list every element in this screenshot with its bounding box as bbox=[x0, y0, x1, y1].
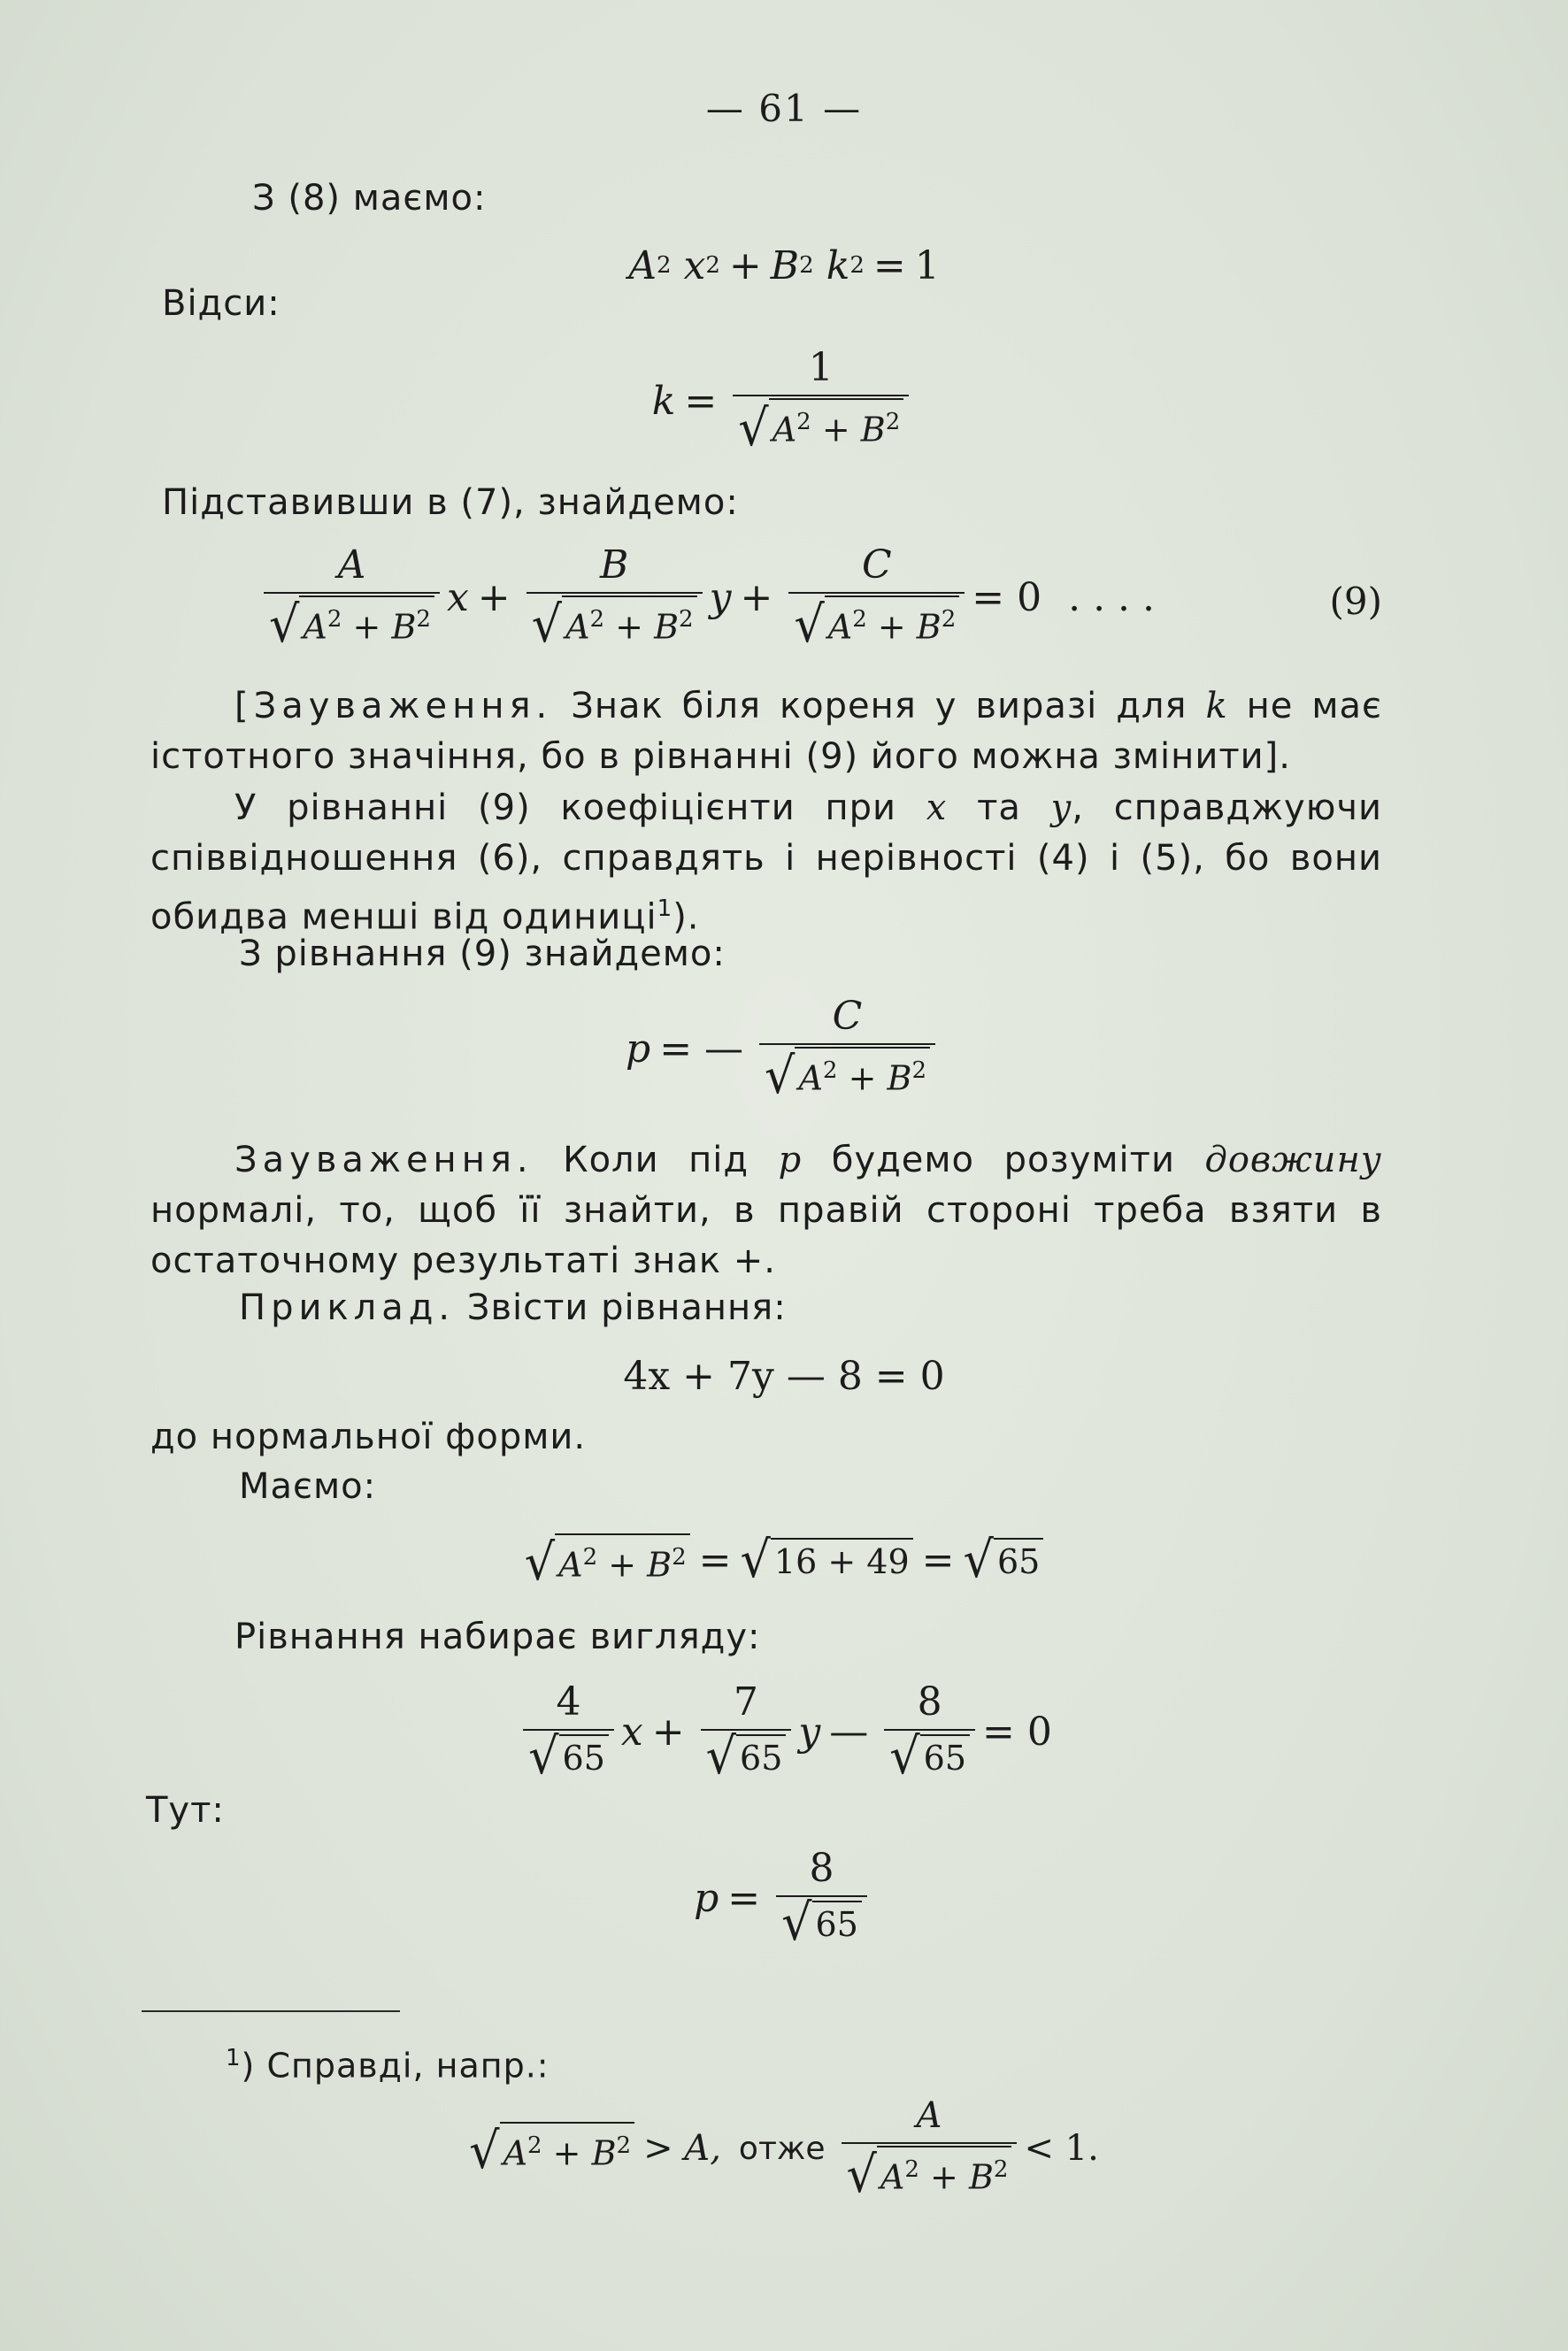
eq4-den-exp2: 2 bbox=[911, 1056, 926, 1084]
eq6-plus: + bbox=[608, 1545, 637, 1585]
eq2-den-exp1: 2 bbox=[796, 409, 811, 436]
sqrt-sign: √ $A^2 + B^2$ bbox=[738, 398, 903, 452]
fn-less-than-one: < 1. bbox=[1024, 2128, 1099, 2169]
eq6-b: B bbox=[647, 1545, 673, 1585]
eq4-equals-minus: = — bbox=[659, 1026, 744, 1072]
sqrt-sign: √ 65 bbox=[889, 1733, 970, 1780]
p4-text-4: ). bbox=[673, 896, 700, 938]
eq2-den-a: A bbox=[772, 410, 797, 449]
sqrt-sign: √ 65 bbox=[964, 1536, 1044, 1584]
eq7-x: x bbox=[620, 1709, 643, 1755]
eq8-denominator: 65 bbox=[812, 1901, 862, 1947]
eq3-d3-exp2: 2 bbox=[941, 605, 957, 633]
note2-text-1: Коли під bbox=[533, 1140, 779, 1180]
fn-a: A bbox=[503, 2133, 528, 2173]
fn-plus: + bbox=[552, 2133, 581, 2173]
eq3-d3-exp1: 2 bbox=[852, 605, 867, 633]
equation-p-result bbox=[0, 1839, 1568, 1958]
eq7-frac-3 bbox=[884, 1679, 975, 1785]
eq2-den-plus: + bbox=[821, 410, 850, 449]
eq3-num-a: A bbox=[337, 542, 366, 588]
eq4-den-a: A bbox=[798, 1058, 823, 1098]
equation-sqrt-65 bbox=[0, 1529, 1568, 1591]
eq3-d3-plus: + bbox=[877, 607, 906, 647]
example-line bbox=[239, 1283, 787, 1333]
eq3-y: y bbox=[709, 575, 732, 620]
eq7-den-2: 65 bbox=[736, 1734, 786, 1780]
eq1-equals: = bbox=[872, 242, 906, 288]
eq8-equals: = bbox=[727, 1876, 761, 1921]
note2-emphasis: довжину bbox=[1204, 1140, 1382, 1180]
eq3-plus-1: + bbox=[477, 575, 511, 620]
eq1-b: B bbox=[770, 242, 800, 288]
note-paragraph-2 bbox=[150, 1135, 1382, 1287]
eq2-den-b: B bbox=[860, 410, 886, 449]
fn-den-exp2: 2 bbox=[993, 2155, 1009, 2183]
p4-text-1: У рівнанні (9) коефіцієнти при bbox=[234, 788, 926, 828]
equation-example: 4x + 7y — 8 = 0 bbox=[623, 1353, 945, 1399]
eq4-den-b: B bbox=[887, 1058, 912, 1098]
eq7-frac-1 bbox=[523, 1679, 614, 1785]
eq3-plus-2: + bbox=[740, 575, 773, 620]
note2-text-3: нормалі, то, щоб її знайти, в правій стороні треба взяти в остаточному результаті знак +. bbox=[150, 1190, 1382, 1281]
sqrt-sign: √ $A^2 + B^2$ bbox=[532, 595, 697, 649]
sqrt-sign: √ $A^2 + B^2$ bbox=[525, 1533, 690, 1587]
eq3-d2-plus: + bbox=[615, 607, 643, 647]
eq7-equals-zero: = 0 bbox=[982, 1709, 1052, 1755]
eq6-inner-1: 16 + 49 bbox=[771, 1538, 913, 1584]
sqrt-sign: √ $A^2 + B^2$ bbox=[765, 1047, 930, 1101]
fn-den-a: A bbox=[880, 2157, 905, 2197]
eq8-p: p bbox=[694, 1876, 719, 1921]
eq2-k: k bbox=[651, 378, 676, 424]
eq6-a: A bbox=[558, 1545, 583, 1585]
eq1-one: 1 bbox=[914, 242, 940, 288]
footnote-text bbox=[226, 2033, 550, 2092]
eq4-den-plus: + bbox=[848, 1058, 877, 1098]
note-paragraph-1 bbox=[150, 681, 1382, 782]
eq2-equals: = bbox=[684, 378, 718, 424]
eq3-d1-exp1: 2 bbox=[327, 605, 342, 633]
footnote-ref: 1 bbox=[657, 895, 673, 922]
paragraph-coefficients bbox=[150, 783, 1382, 942]
eq3-x: x bbox=[446, 575, 469, 620]
p4-var-x: x bbox=[926, 788, 948, 828]
eq1-exp1: 2 bbox=[657, 252, 672, 279]
sqrt-sign: √ $A^2 + B^2$ bbox=[469, 2122, 634, 2176]
eq3-d1-a: A bbox=[303, 607, 327, 647]
eq7-plus: + bbox=[651, 1709, 685, 1755]
eq3-d1-exp2: 2 bbox=[416, 605, 431, 633]
equation-2 bbox=[0, 343, 1568, 458]
note2-var-p: p bbox=[778, 1140, 803, 1180]
eq3-frac-c bbox=[788, 542, 965, 654]
fn-den-exp1: 2 bbox=[904, 2155, 919, 2183]
eq7-den-1: 65 bbox=[559, 1734, 609, 1780]
p4-var-y: y bbox=[1050, 788, 1072, 828]
eq3-frac-b bbox=[527, 542, 703, 654]
eq7-y: y bbox=[798, 1709, 821, 1755]
example-text: Звісти рівнання: bbox=[455, 1287, 787, 1328]
text-line-vidsy: Відси: bbox=[162, 283, 281, 324]
eq2-den-exp2: 2 bbox=[885, 409, 901, 436]
eq6-equals-1: = bbox=[698, 1537, 732, 1583]
eq1-exp2: 2 bbox=[705, 252, 720, 279]
equation-number-9: (9) bbox=[1329, 580, 1382, 623]
fn-exp2: 2 bbox=[616, 2132, 632, 2159]
sqrt-sign: √ $A^2 + B^2$ bbox=[794, 595, 959, 649]
eq3-d1-b: B bbox=[391, 607, 417, 647]
eq3-d2-a: A bbox=[565, 607, 590, 647]
fn-frac-num: A bbox=[916, 2094, 942, 2136]
text-line-pidstavyvshy: Підставивши в (7), знайдемо: bbox=[162, 482, 739, 523]
sqrt-sign: √ 16 + 49 bbox=[741, 1536, 913, 1584]
text-line-z8: З (8) маємо: bbox=[252, 178, 487, 219]
sqrt-sign: √ 65 bbox=[706, 1733, 787, 1780]
eq3-equals-zero: = 0 bbox=[972, 575, 1042, 620]
eq3-dots: . . . . bbox=[1068, 575, 1156, 620]
eq8-numerator: 8 bbox=[809, 1846, 834, 1891]
eq3-num-c: C bbox=[861, 542, 892, 588]
fn-b: B bbox=[591, 2133, 617, 2173]
sqrt-sign: √ 65 bbox=[781, 1899, 862, 1947]
sqrt-sign: √ $A^2 + B^2$ bbox=[847, 2146, 1012, 2200]
eq3-d1-plus: + bbox=[352, 607, 381, 647]
eq8-fraction bbox=[776, 1846, 867, 1951]
p4-text-2: та bbox=[947, 788, 1051, 828]
eq6-exp2: 2 bbox=[672, 1543, 687, 1571]
text-line-normal-form: до нормальної форми. bbox=[150, 1417, 587, 1457]
fn-greater-than: > A, bbox=[643, 2128, 721, 2169]
text-line-mayemo: Маємо: bbox=[239, 1466, 377, 1507]
eq3-d2-exp1: 2 bbox=[589, 605, 605, 633]
eq6-inner-2: 65 bbox=[994, 1538, 1043, 1584]
note1-var-k: k bbox=[1205, 686, 1228, 726]
text-line-vyhliad: Рівнання набирає вигляду: bbox=[234, 1617, 761, 1657]
fn-otzhe: отже bbox=[738, 2130, 826, 2167]
eq4-numerator: C bbox=[832, 993, 863, 1039]
equation-normal-example bbox=[0, 1672, 1568, 1792]
eq3-d3-a: A bbox=[827, 607, 853, 647]
footnote-inequality bbox=[0, 2094, 1568, 2204]
note1-text-b: не має істотного значіння, бо в рівнанні (9) його можна змінити]. bbox=[150, 686, 1382, 777]
eq2-fraction bbox=[733, 345, 909, 457]
p4-text-3: , справджуючи співвідношення (6), справдять і нерівності (4) і (5), бо вони обидва менші від одиниці bbox=[150, 788, 1382, 938]
eq4-den-exp1: 2 bbox=[822, 1056, 838, 1084]
eq7-minus: — bbox=[829, 1709, 869, 1755]
eq6-equals-2: = bbox=[921, 1537, 955, 1583]
eq7-den-3: 65 bbox=[920, 1734, 970, 1780]
fn-fraction bbox=[842, 2093, 1018, 2205]
eq1-k: k bbox=[826, 242, 850, 288]
eq2-denominator bbox=[733, 395, 909, 457]
footnote-divider bbox=[142, 2010, 400, 2012]
example-head: Приклад. bbox=[239, 1287, 456, 1328]
note2-text-2: будемо розуміти bbox=[802, 1140, 1205, 1180]
eq3-d3-b: B bbox=[916, 607, 942, 647]
sqrt-sign: √ $A^2 + B^2$ bbox=[269, 595, 434, 649]
eq7-frac-2 bbox=[701, 1679, 792, 1785]
eq6-exp1: 2 bbox=[582, 1543, 598, 1571]
eq1-a: A bbox=[628, 242, 657, 288]
eq3-num-b: B bbox=[599, 542, 629, 588]
footnote-mark: 1 bbox=[226, 2045, 242, 2071]
equation-9 bbox=[257, 538, 1363, 657]
eq7-num-2: 7 bbox=[733, 1679, 758, 1725]
eq7-num-3: 8 bbox=[917, 1679, 942, 1725]
text-line-z-rivnannia: З рівнання (9) знайдемо: bbox=[239, 933, 726, 974]
sqrt-sign: √ 65 bbox=[528, 1733, 609, 1780]
eq7-num-1: 4 bbox=[556, 1679, 581, 1725]
fn-exp1: 2 bbox=[527, 2132, 542, 2159]
footnote-label: ) Справді, напр.: bbox=[241, 2046, 550, 2086]
eq1-x: x bbox=[683, 242, 706, 288]
eq1-exp3: 2 bbox=[799, 252, 814, 279]
eq3-d2-b: B bbox=[654, 607, 680, 647]
page-number: — 61 — bbox=[705, 87, 863, 130]
note1-text-a: Знак біля кореня у виразі для bbox=[552, 686, 1206, 726]
eq1-exp4: 2 bbox=[849, 252, 865, 279]
eq1-plus: + bbox=[728, 242, 762, 288]
note1-head: [Зауваження. bbox=[234, 686, 553, 726]
fn-den-b: B bbox=[968, 2157, 994, 2197]
note2-head: Зауваження. bbox=[234, 1140, 534, 1180]
equation-p bbox=[0, 989, 1568, 1109]
text-line-tut: Тут: bbox=[146, 1790, 225, 1831]
fn-den-plus: + bbox=[930, 2157, 958, 2197]
eq3-d2-exp2: 2 bbox=[679, 605, 694, 633]
eq2-numerator: 1 bbox=[808, 345, 834, 391]
eq3-frac-a bbox=[264, 542, 440, 654]
eq4-p: p bbox=[626, 1026, 651, 1072]
eq4-fraction bbox=[759, 994, 935, 1105]
